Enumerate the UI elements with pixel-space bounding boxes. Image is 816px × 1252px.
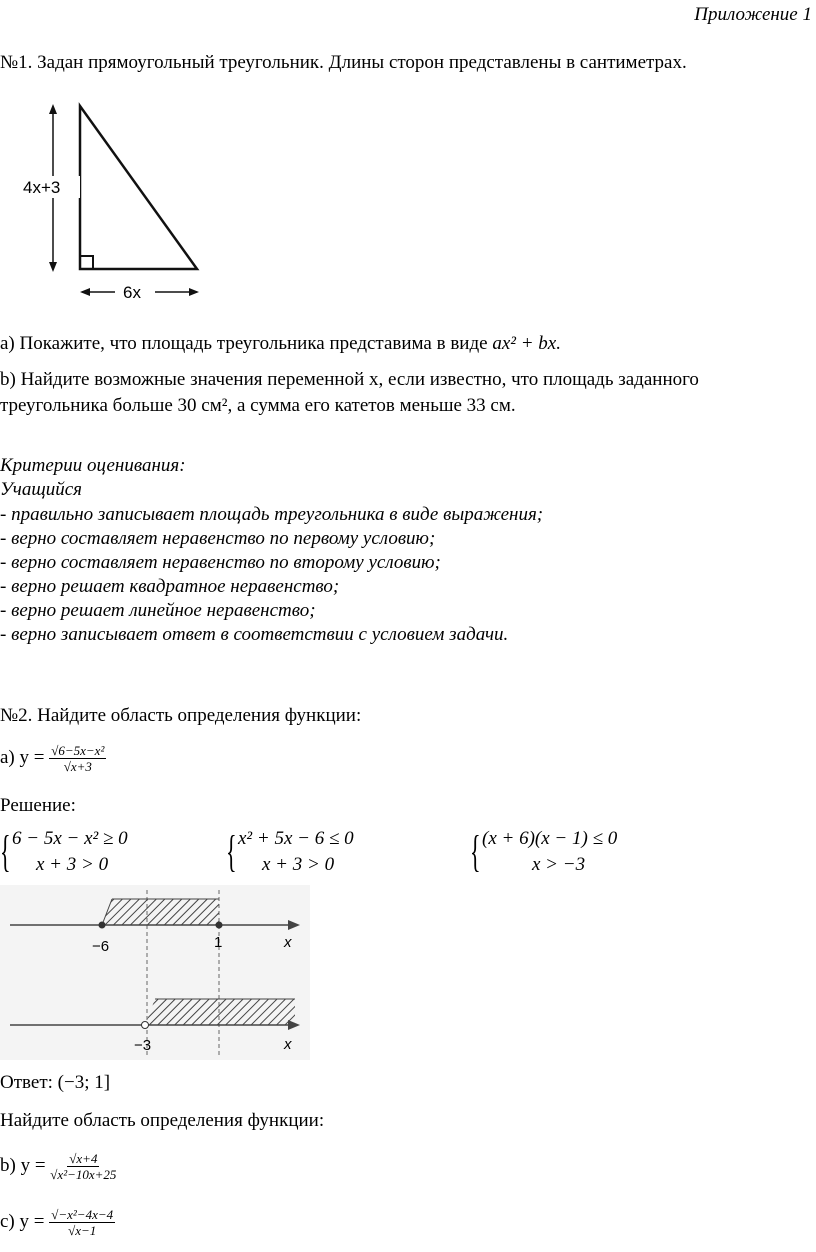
criteria-subject: Учащийся: [0, 479, 82, 500]
task1-title: №1. Задан прямоугольный треугольник. Длины сторон представлены в сантиметрах.: [0, 52, 687, 73]
system-2: { x² + 5x − 6 ≤ 0 x + 3 > 0: [226, 827, 354, 876]
triangle: [80, 106, 197, 269]
criteria-item: - верно записывает ответ в соответствии с условием задачи.: [0, 624, 509, 645]
criteria-item: - верно решает квадратное неравенство;: [0, 576, 340, 597]
number-line-figure: [0, 885, 310, 1060]
horizontal-side-label: 6x: [123, 283, 141, 302]
task2-c: c) y = $\frac{\text{√−x²−4x−4}}{√x-1}$: [0, 1207, 114, 1239]
fraction-b: $\frac{√x+4}{\text{√x²−10x+25}}$: [50, 1151, 117, 1183]
task2-b: b) y = $\frac{√x+4}{\text{√x²−10x+25}}$: [0, 1151, 117, 1183]
triangle-figure: [15, 98, 225, 308]
part-b-line1: b) Найдите возможные значения переменной x, если известно, что площадь заданного: [0, 369, 699, 390]
axis-label: x: [284, 934, 292, 951]
part-a-formula: ax² + bx.: [492, 333, 561, 354]
tick-label: −3: [134, 1037, 152, 1054]
part-b-line2: треугольника больше 30 см², а сумма его катетов меньше 33 см.: [0, 395, 516, 416]
fraction-a: $\frac{\text{√6−5x−x²}}{√x+3}$: [51, 743, 105, 775]
task2-a: а) y = $\frac{\text{√6−5x−x²}}{√x+3}$: [0, 743, 105, 775]
answer: Ответ: (−3; 1]: [0, 1072, 111, 1093]
criteria-item: - правильно записывает площадь треугольника в виде выражения;: [0, 504, 544, 525]
tick-label: −6: [92, 938, 110, 955]
appendix-label: Приложение 1: [694, 4, 812, 25]
tick-label: 1: [214, 934, 223, 951]
system-3: { (x + 6)(x − 1) ≤ 0 x > −3: [470, 827, 618, 876]
right-angle-mark: [80, 256, 93, 269]
axis-label: x: [284, 1036, 292, 1053]
part-a: а) Покажите, что площадь треугольника представима в виде ax² + bx.: [0, 333, 561, 354]
solution-label: Решение:: [0, 795, 76, 816]
task2-title: №2. Найдите область определения функции:: [0, 705, 362, 726]
criteria-item: - верно решает линейное неравенство;: [0, 600, 316, 621]
fraction-c: $\frac{\text{√−x²−4x−4}}{√x-1}$: [51, 1207, 114, 1239]
criteria-item: - верно составляет неравенство по второму условию;: [0, 552, 441, 573]
criteria-title: Критерии оценивания:: [0, 455, 186, 476]
prompt-2: Найдите область определения функции:: [0, 1110, 325, 1131]
vertical-side-label: 4x+3: [23, 178, 61, 197]
system-1: { 6 − 5x − x² ≥ 0 x + 3 > 0: [0, 827, 128, 876]
criteria-item: - верно составляет неравенство по первому условию;: [0, 528, 436, 549]
